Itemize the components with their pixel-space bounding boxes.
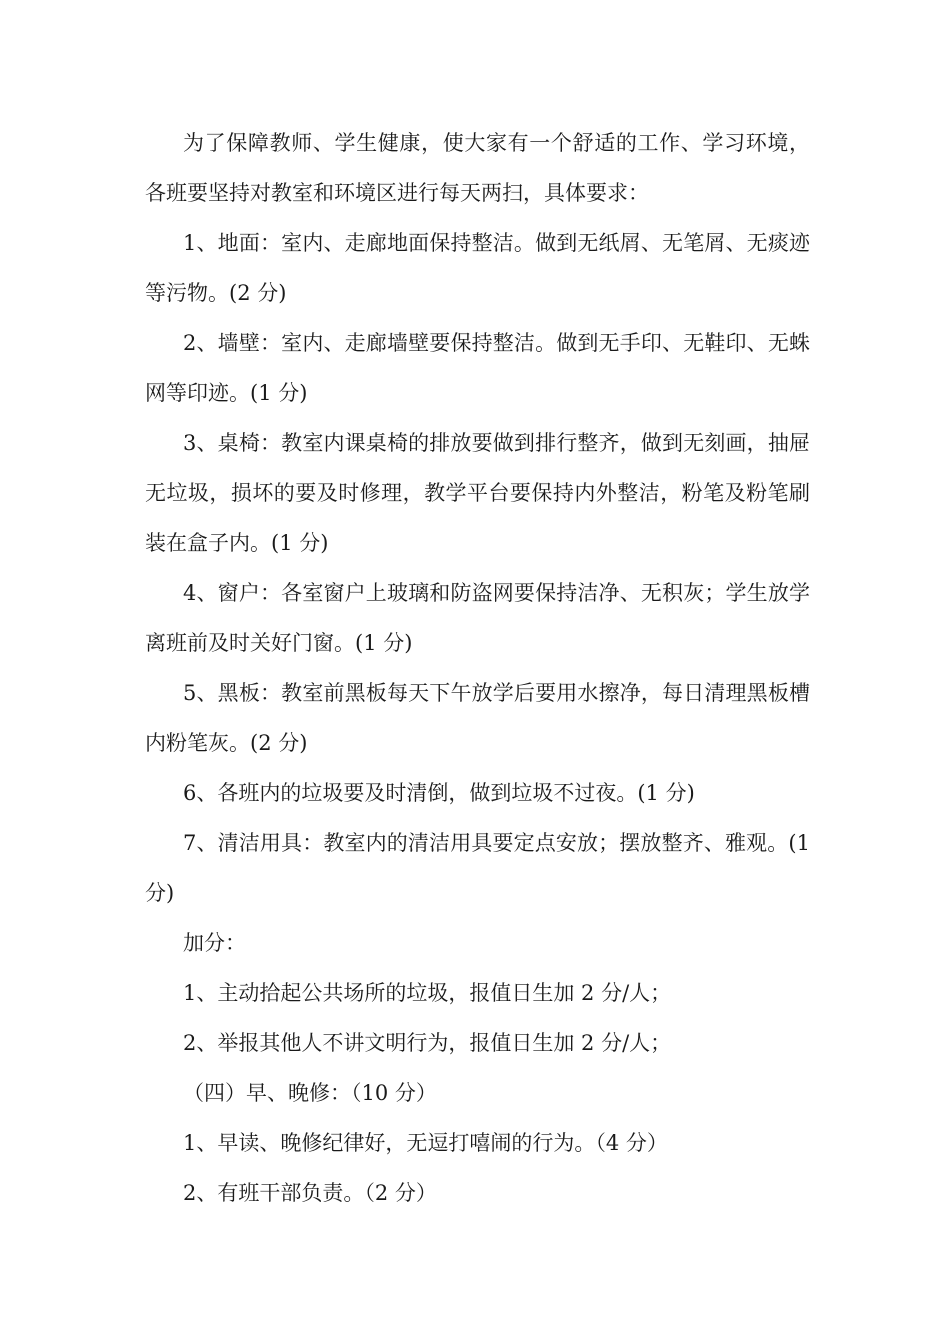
bonus-item-report: 2、举报其他人不讲文明行为，报值日生加 2 分/人； (183, 1031, 672, 1055)
intro-paragraph: 为了保障教师、学生健康，使大家有一个舒适的工作、学习环境，各班要坚持对教室和环境区进行每天两扫，具体要求： (145, 131, 810, 205)
section-heading-study: （四）早、晚修：（10 分） (183, 1081, 437, 1105)
rule-garbage: 6、各班内的垃圾要及时清倒，做到垃圾不过夜。(1 分) (183, 781, 695, 805)
rule-walls: 2、墙壁：室内、走廊墙壁要保持整洁。做到无手印、无鞋印、无蛛网等印迹。(1 分) (145, 331, 810, 405)
bonus-heading: 加分： (183, 931, 246, 955)
rule-blackboard: 5、黑板：教室前黑板每天下午放学后要用水擦净，每日清理黑板槽内粉笔灰。(2 分) (145, 681, 810, 755)
rule-cleaning-tools: 7、清洁用具：教室内的清洁用具要定点安放；摆放整齐、雅观。(1 分) (145, 831, 810, 905)
study-rule-discipline: 1、早读、晚修纪律好，无逗打嘻闹的行为。（4 分） (183, 1131, 668, 1155)
rule-windows: 4、窗户：各室窗户上玻璃和防盗网要保持洁净、无积灰；学生放学离班前及时关好门窗。(1 分) (145, 581, 810, 655)
study-rule-monitor: 2、有班干部负责。（2 分） (183, 1181, 437, 1205)
rule-desks: 3、桌椅：教室内课桌椅的排放要做到排行整齐，做到无刻画，抽屉无垃圾，损坏的要及时修理，教学平台要保持内外整洁，粉笔及粉笔刷装在盒子内。(1 分) (145, 431, 810, 555)
document-body (145, 118, 810, 1218)
rule-floor: 1、地面：室内、走廊地面保持整洁。做到无纸屑、无笔屑、无痰迹等污物。(2 分) (145, 231, 810, 305)
bonus-item-litter: 1、主动拾起公共场所的垃圾，报值日生加 2 分/人； (183, 981, 672, 1005)
